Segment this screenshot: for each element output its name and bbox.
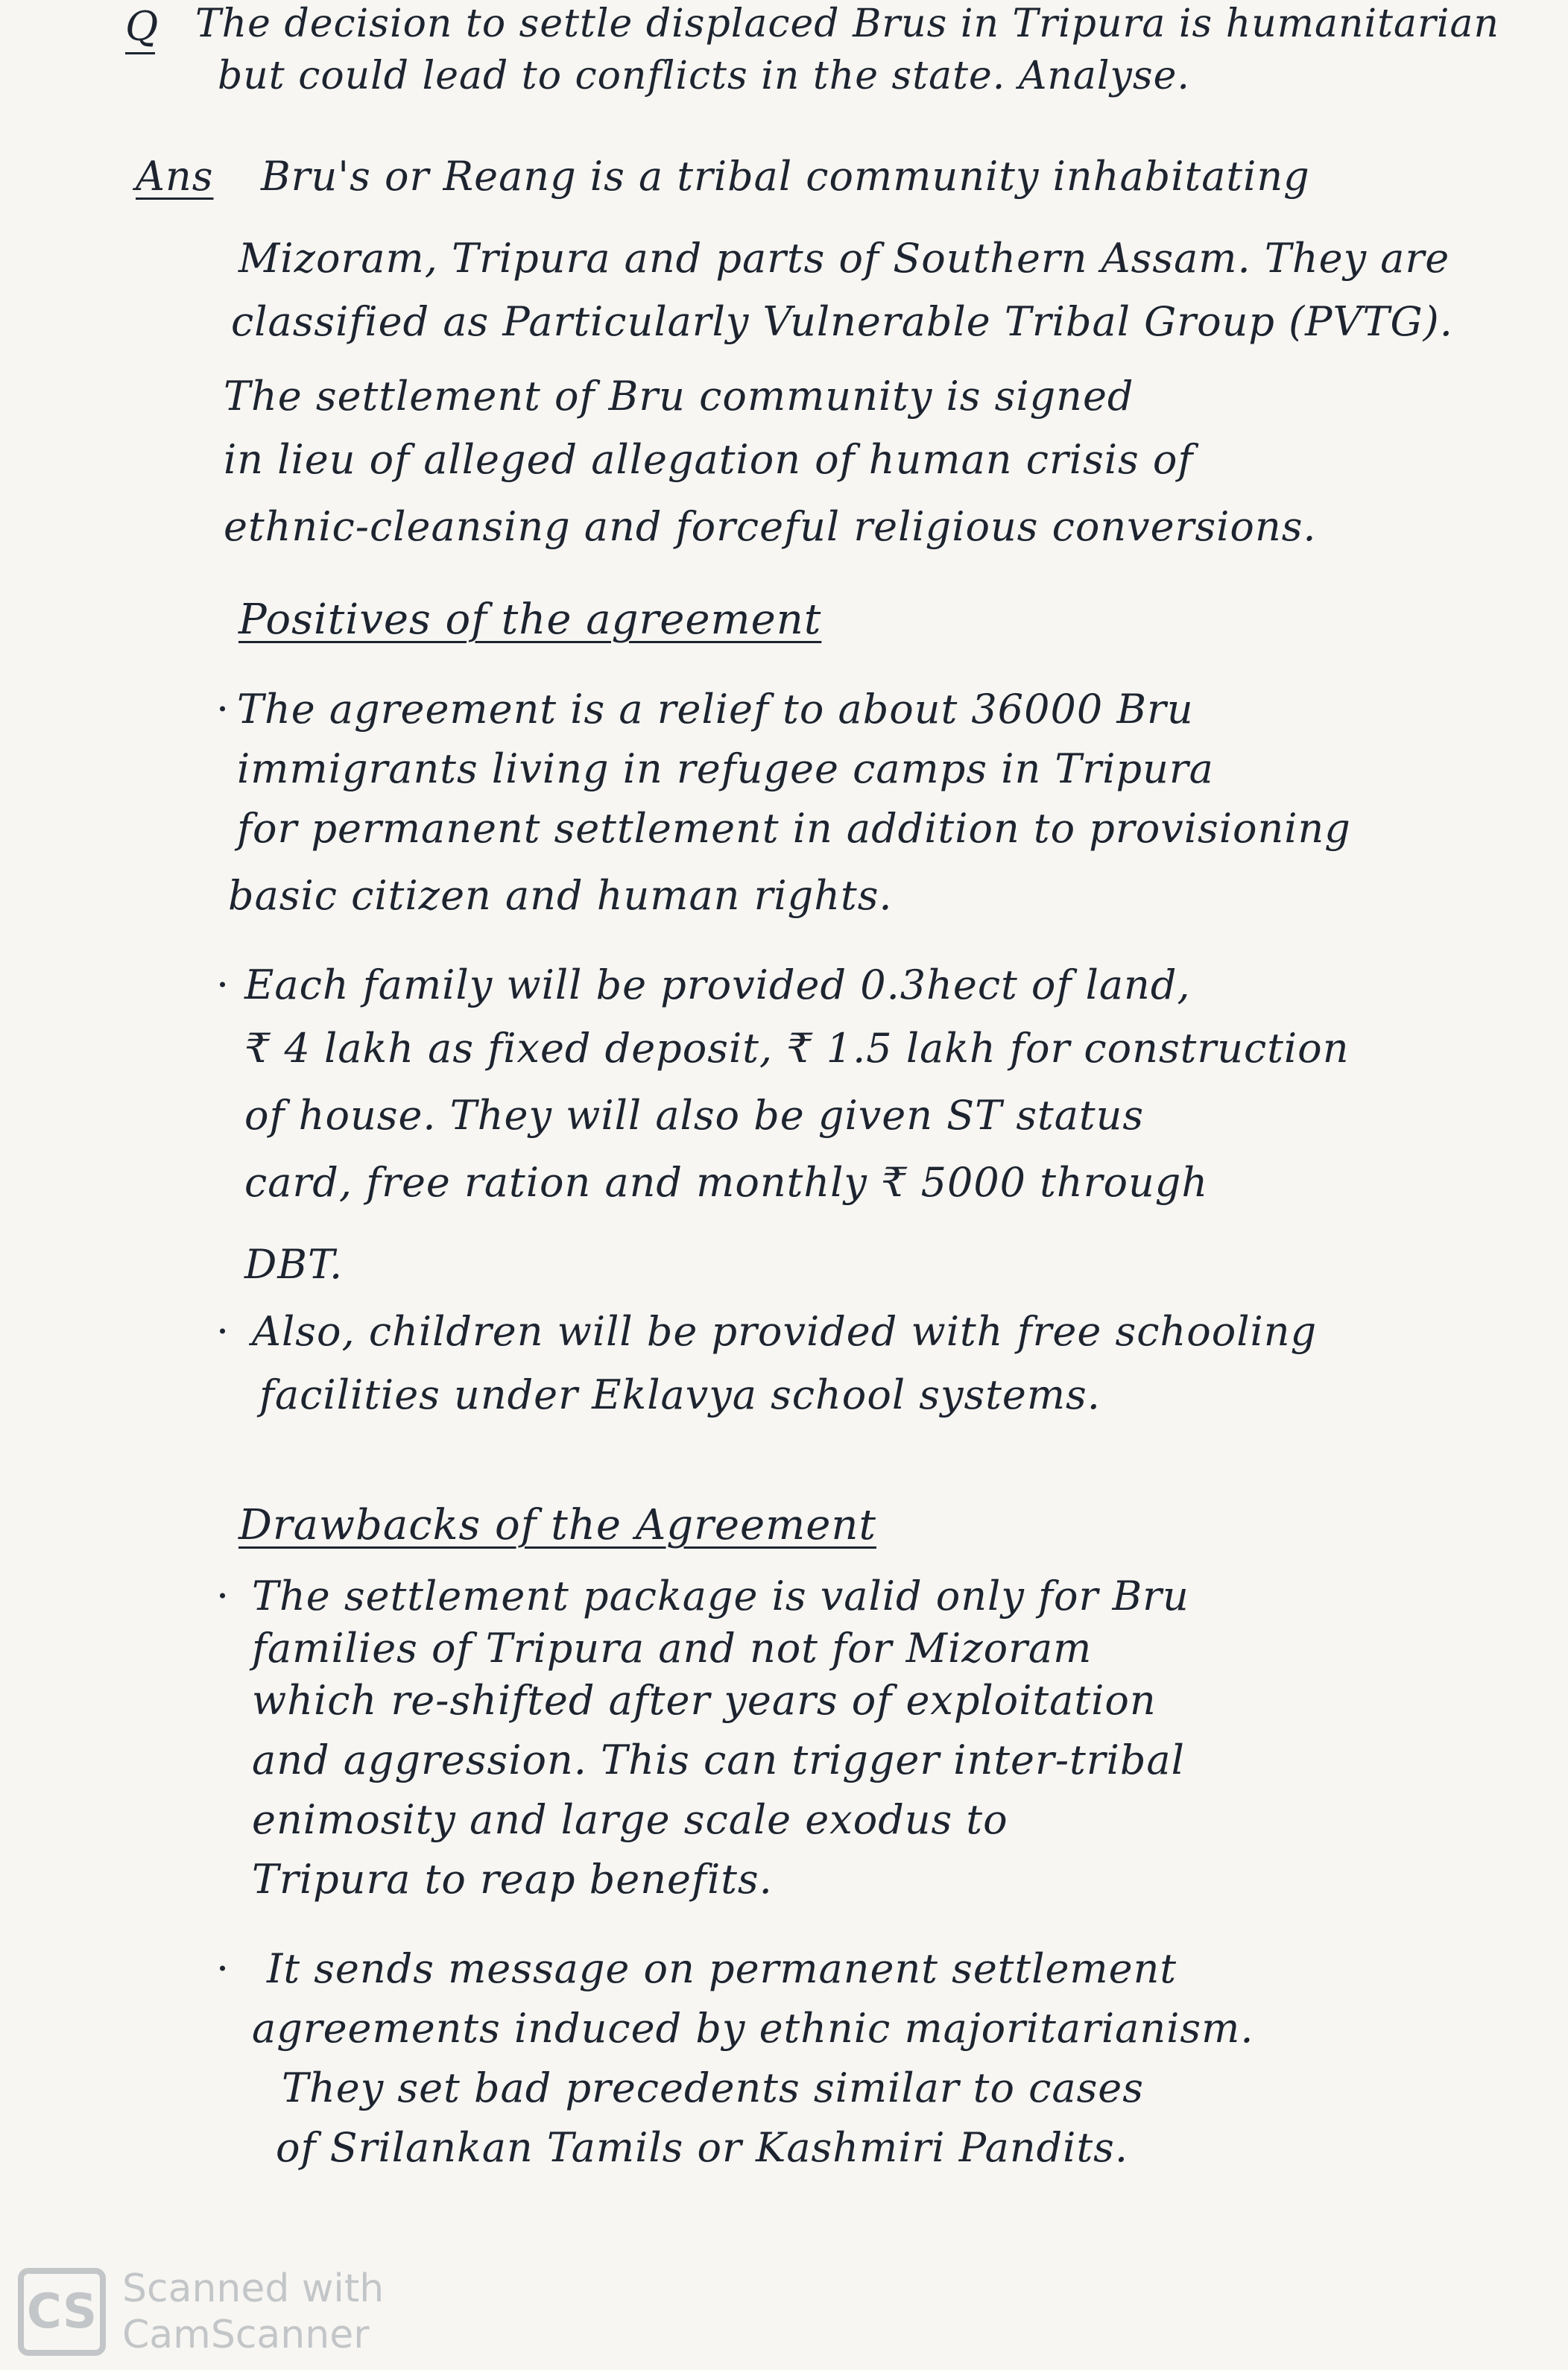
drawback-2-line-1: It sends message on permanent settlement <box>267 1945 1177 1992</box>
intro-line-3: classified as Particularly Vulnerable Tribal Group (PVTG). <box>231 298 1453 345</box>
positive-2-line-3: of house. They will also be given ST status <box>244 1092 1145 1139</box>
drawback-1-line-1: The settlement package is valid only for Bru <box>252 1573 1189 1619</box>
intro-line-4: The settlement of Bru community is signed <box>224 373 1134 420</box>
drawback-1-line-2: families of Tripura and not for Mizoram <box>252 1625 1093 1672</box>
camscanner-watermark <box>18 2266 384 2358</box>
question-line-2: but could lead to conflicts in the state. Analyse. <box>218 54 1190 98</box>
intro-line-1: Bru's or Reang is a tribal community inhabitating <box>261 153 1310 200</box>
positive-3-line-2: facilities under Eklavya school systems. <box>259 1371 1101 1418</box>
watermark-line-1: Scanned with <box>122 2266 385 2311</box>
question-label: Q <box>125 3 159 50</box>
bullet-marker: · <box>216 1945 230 1992</box>
intro-line-5: in lieu of alleged allegation of human crisis of <box>224 436 1194 483</box>
positive-2-line-5: DBT. <box>244 1241 344 1288</box>
bullet-marker: · <box>216 686 230 733</box>
intro-line-6: ethnic-cleansing and forceful religious conversions. <box>224 503 1317 550</box>
drawback-2-line-4: of Srilankan Tamils or Kashmiri Pandits. <box>276 2124 1129 2171</box>
positive-1-line-2: immigrants living in refugee camps in Tripura <box>237 745 1214 792</box>
drawback-1-line-6: Tripura to reap benefits. <box>252 1856 773 1903</box>
positive-1-line-3: for permanent settlement in addition to provisioning <box>237 805 1351 852</box>
positive-1-line-1: The agreement is a relief to about 36000 Bru <box>237 686 1194 733</box>
positive-2-line-1: Each family will be provided 0.3hect of land, <box>244 961 1191 1008</box>
positive-2-line-2: ₹ 4 lakh as fixed deposit, ₹ 1.5 lakh for construction <box>244 1025 1350 1072</box>
drawbacks-heading: Drawbacks of the Agreement <box>238 1501 876 1549</box>
question-label-underline <box>125 52 155 54</box>
positive-3-line-1: Also, children will be provided with free schooling <box>252 1308 1318 1355</box>
drawback-1-line-5: enimosity and large scale exodus to <box>252 1796 1008 1843</box>
positive-2-line-4: card, free ration and monthly ₹ 5000 through <box>244 1159 1209 1206</box>
camscanner-logo-icon: CS <box>18 2268 106 2356</box>
drawback-2-line-2: agreements induced by ethnic majoritarianism. <box>252 2005 1254 2052</box>
watermark-line-2: CamScanner <box>122 2313 370 2357</box>
intro-line-2: Mizoram, Tripura and parts of Southern Assam. They are <box>238 235 1450 282</box>
bullet-marker: · <box>216 1308 230 1355</box>
bullet-marker: · <box>216 1573 230 1619</box>
bullet-marker: · <box>216 961 230 1008</box>
drawback-1-line-4: and aggression. This can trigger inter-tribal <box>252 1737 1185 1783</box>
positive-1-line-4: basic citizen and human rights. <box>228 872 893 919</box>
drawback-1-line-3: which re-shifted after years of exploitation <box>252 1677 1157 1724</box>
positives-heading: Positives of the agreement <box>238 595 822 644</box>
question-line-1: The decision to settle displaced Brus in Tripura is humanitarian <box>195 1 1499 46</box>
answer-label: Ans <box>136 153 214 200</box>
drawback-2-line-3: They set bad precedents similar to cases <box>282 2064 1144 2111</box>
